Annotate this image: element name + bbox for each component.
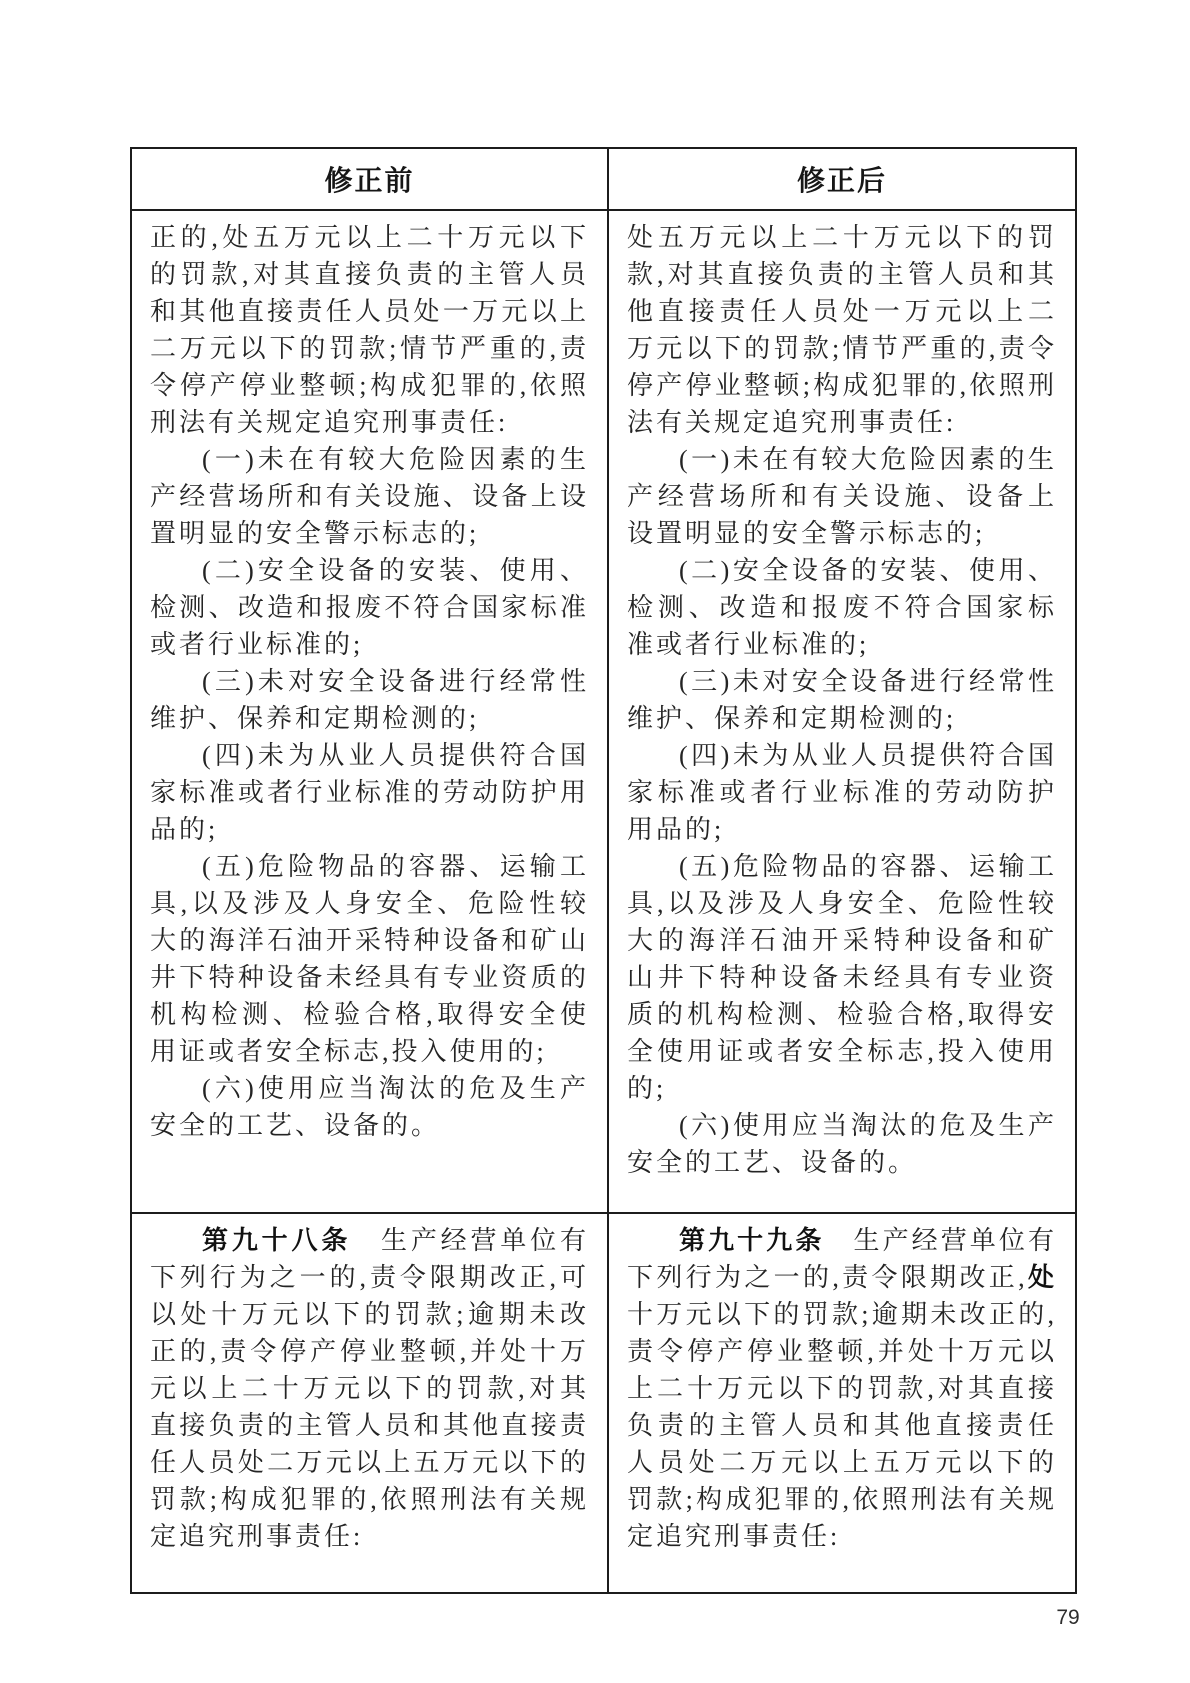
paragraph: [627, 441, 1057, 552]
paragraph: [627, 1222, 1057, 1555]
bold-text: 第九十九条: [679, 1225, 825, 1255]
table-row: [131, 210, 1076, 1213]
bold-text: 处: [1027, 1262, 1057, 1292]
body-text: 正的,处五万元以上二十万元以下的罚款,对其直接负责的主管人员和其他直接责任人员处一万元以上二万元以下的罚款;情节严重的,责令停产停业整顿;构成犯罪的,依照刑法有关规定追究刑事责任:: [150, 223, 589, 437]
paragraph: [627, 1107, 1057, 1181]
body-text: (一)未在有较大危险因素的生产经营场所和有关设施、设备上设置明显的安全警示标志的;: [627, 445, 1057, 548]
body-text: (二)安全设备的安装、使用、检测、改造和报废不符合国家标准或者行业标准的;: [150, 556, 589, 659]
cell-before-row1: [131, 210, 608, 1213]
table-header-row: [131, 148, 1076, 210]
body-text: 生产经营单位有下列行为之一的,责令限期改正,: [627, 1226, 1057, 1292]
body-text: (四)未为从业人员提供符合国家标准或者行业标准的劳动防护用品的;: [627, 741, 1057, 844]
paragraph: [150, 663, 589, 737]
paragraph: [627, 663, 1057, 737]
cell-before-row2: [131, 1213, 608, 1593]
paragraph: [150, 1222, 589, 1555]
paragraph: [627, 552, 1057, 663]
body-text: (五)危险物品的容器、运输工具,以及涉及人身安全、危险性较大的海洋石油开采特种设备和矿山井下特种设备未经具有专业资质的机构检测、检验合格,取得安全使用证或者安全标志,投入使用的;: [627, 852, 1057, 1103]
comparison-table-body: [131, 210, 1076, 1593]
cell-after-row1: [608, 210, 1076, 1213]
table-row: [131, 1213, 1076, 1593]
paragraph: [150, 737, 589, 848]
paragraph: [150, 1070, 589, 1144]
column-header-after: 修正后: [608, 148, 1076, 210]
body-text: 生产经营单位有下列行为之一的,责令限期改正,可以处十万元以下的罚款;逾期未改正的,责令停产停业整顿,并处十万元以上二十万元以下的罚款,对其直接负责的主管人员和其他直接责任人员处二万元以上五万元以下的罚款;构成犯罪的,依照刑法有关规定追究刑事责任:: [150, 1226, 589, 1551]
paragraph: [150, 848, 589, 1070]
body-text: (五)危险物品的容器、运输工具,以及涉及人身安全、危险性较大的海洋石油开采特种设备和矿山井下特种设备未经具有专业资质的机构检测、检验合格,取得安全使用证或者安全标志,投入使用的;: [150, 852, 589, 1066]
body-text: (四)未为从业人员提供符合国家标准或者行业标准的劳动防护用品的;: [150, 741, 589, 844]
body-text: (一)未在有较大危险因素的生产经营场所和有关设施、设备上设置明显的安全警示标志的;: [150, 445, 589, 548]
paragraph: [627, 219, 1057, 441]
bold-text: 第九十八条: [202, 1225, 352, 1255]
body-text: (三)未对安全设备进行经常性维护、保养和定期检测的;: [627, 667, 1057, 733]
body-text: (六)使用应当淘汰的危及生产安全的工艺、设备的。: [150, 1074, 589, 1140]
body-text: (二)安全设备的安装、使用、检测、改造和报废不符合国家标准或者行业标准的;: [627, 556, 1057, 659]
paragraph: [627, 737, 1057, 848]
body-text: (六)使用应当淘汰的危及生产安全的工艺、设备的。: [627, 1111, 1057, 1177]
paragraph: [150, 552, 589, 663]
paragraph: [627, 848, 1057, 1107]
body-text: (三)未对安全设备进行经常性维护、保养和定期检测的;: [150, 667, 589, 733]
paragraph: [150, 441, 589, 552]
paragraph: [150, 219, 589, 441]
page-number: 79: [1056, 1606, 1080, 1629]
body-text: 处五万元以上二十万元以下的罚款,对其直接负责的主管人员和其他直接责任人员处一万元以上二万元以下的罚款;情节严重的,责令停产停业整顿;构成犯罪的,依照刑法有关规定追究刑事责任:: [627, 223, 1057, 437]
column-header-before: 修正前: [131, 148, 608, 210]
body-text: 十万元以下的罚款;逾期未改正的,责令停产停业整顿,并处十万元以上二十万元以下的罚款,对其直接负责的主管人员和其他直接责任人员处二万元以上五万元以下的罚款;构成犯罪的,依照刑法有关规定追究刑事责任:: [627, 1300, 1057, 1551]
cell-after-row2: [608, 1213, 1076, 1593]
comparison-table: [130, 147, 1077, 1594]
